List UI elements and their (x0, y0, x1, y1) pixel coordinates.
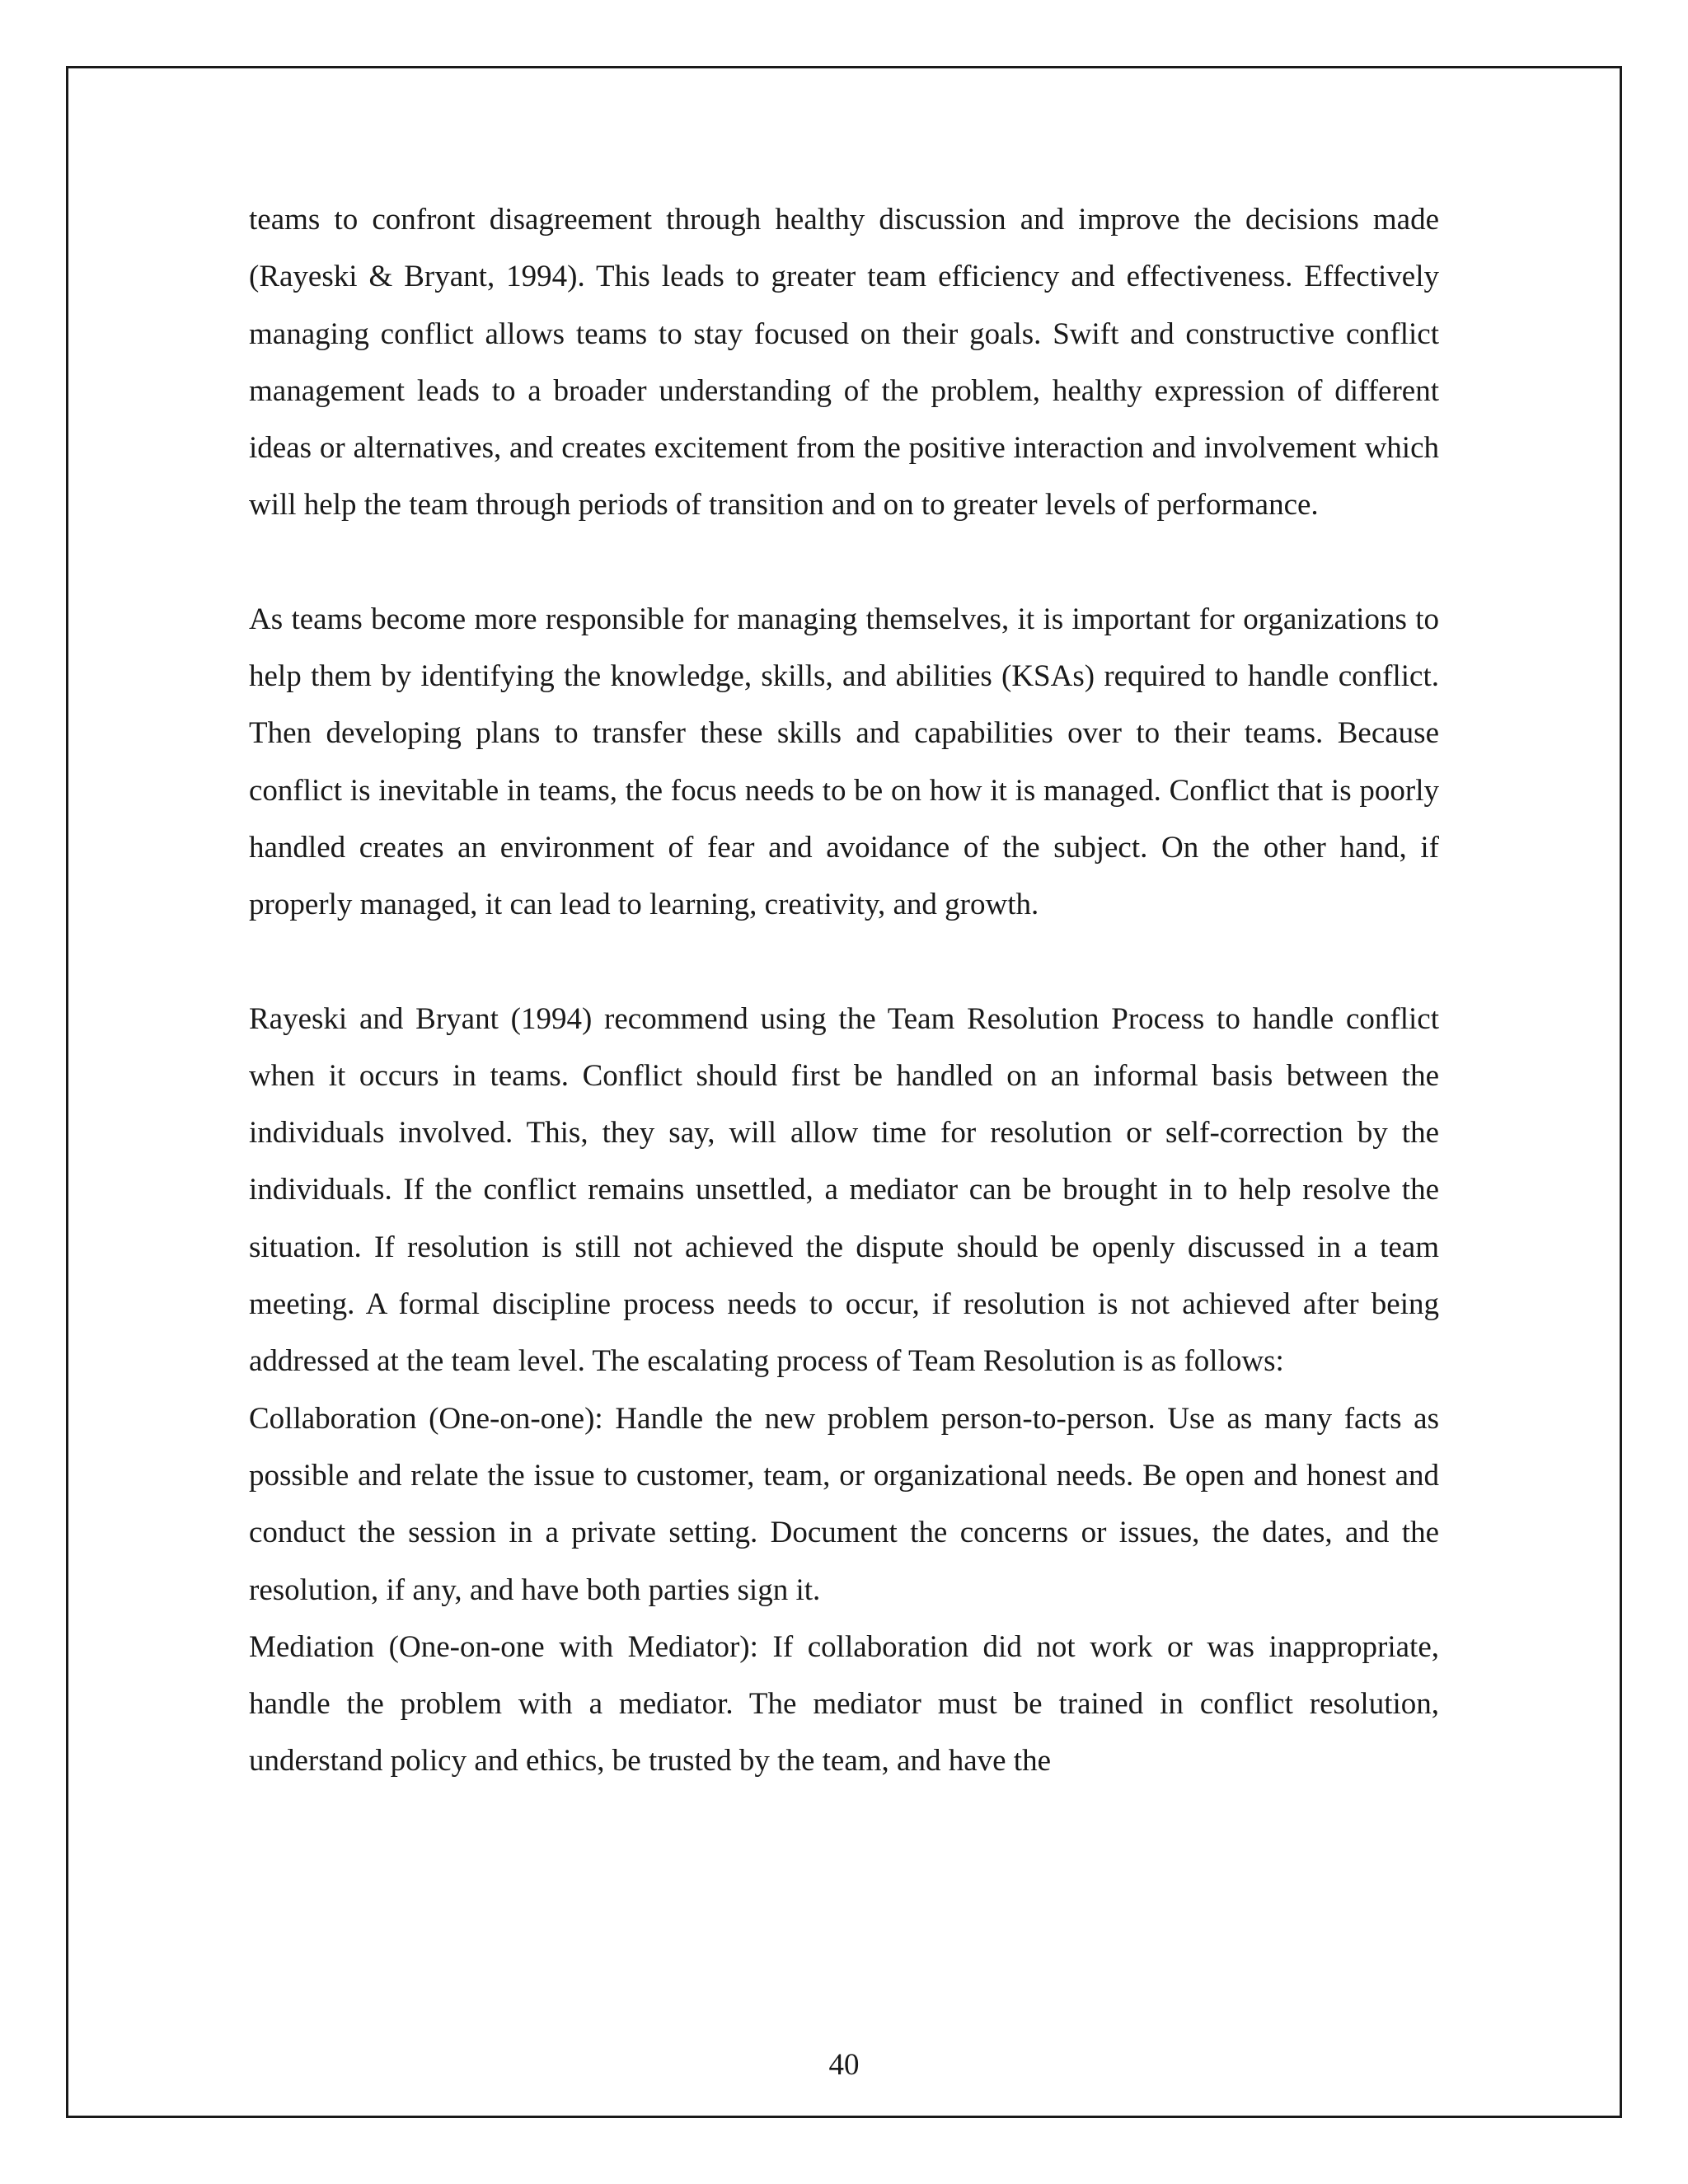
paragraph-team-conflict-benefits: teams to confront disagreement through healthy discussion and improve the decisions made (Rayeski & Bryant, 1994). This leads to greater team efficiency and effectiveness. Effectively managing conflict allows teams to stay focused on their goals. Swift and constructive conflict management leads to a broader understanding of the problem, healthy expression of different ideas or alternatives, and creates excitement from the positive interaction and involvement which will help the team through periods of transition and on to greater levels of performance. (249, 203, 1439, 523)
document-body (249, 191, 1439, 1790)
paragraph-mediation: Mediation (One-on-one with Mediator): If collaboration did not work or was inappropriate, handle the problem with a mediator. The mediator must be trained in conflict resolution, understand policy and ethics, be trusted by the team, and have the (249, 1629, 1439, 1779)
page-number: 40 (828, 2048, 860, 2082)
paragraph-collaboration: Collaboration (One-on-one): Handle the new problem person-to-person. Use as many facts as possible and relate the issue to customer, team, or organizational needs. Be open and honest and conduct the session in a private setting. Document the concerns or issues, the dates, and the resolution, if any, and have both parties sign it. (249, 1401, 1439, 1607)
paragraph-team-resolution-process: Rayeski and Bryant (1994) recommend using the Team Resolution Process to handle conflict when it occurs in teams. Conflict should first be handled on an informal basis between the individuals involved. This, they say, will allow time for resolution or self-correction by the individuals. If the conflict remains unsettled, a mediator can be brought in to help resolve the situation. If resolution is still not achieved the dispute should be openly discussed in a team meeting. A formal discipline process needs to occur, if resolution is not achieved after being addressed at the team level. The escalating process of Team Resolution is as follows: (249, 1001, 1439, 1379)
paragraph-managing-conflict: As teams become more responsible for managing themselves, it is important for organizations to help them by identifying the knowledge, skills, and abilities (KSAs) required to handle conflict. Then developing plans to transfer these skills and capabilities over to their teams. Because conflict is inevitable in teams, the focus needs to be on how it is managed. Conflict that is poorly handled creates an environment of fear and avoidance of the subject. On the other hand, if properly managed, it can lead to learning, creativity, and growth. (249, 602, 1439, 922)
